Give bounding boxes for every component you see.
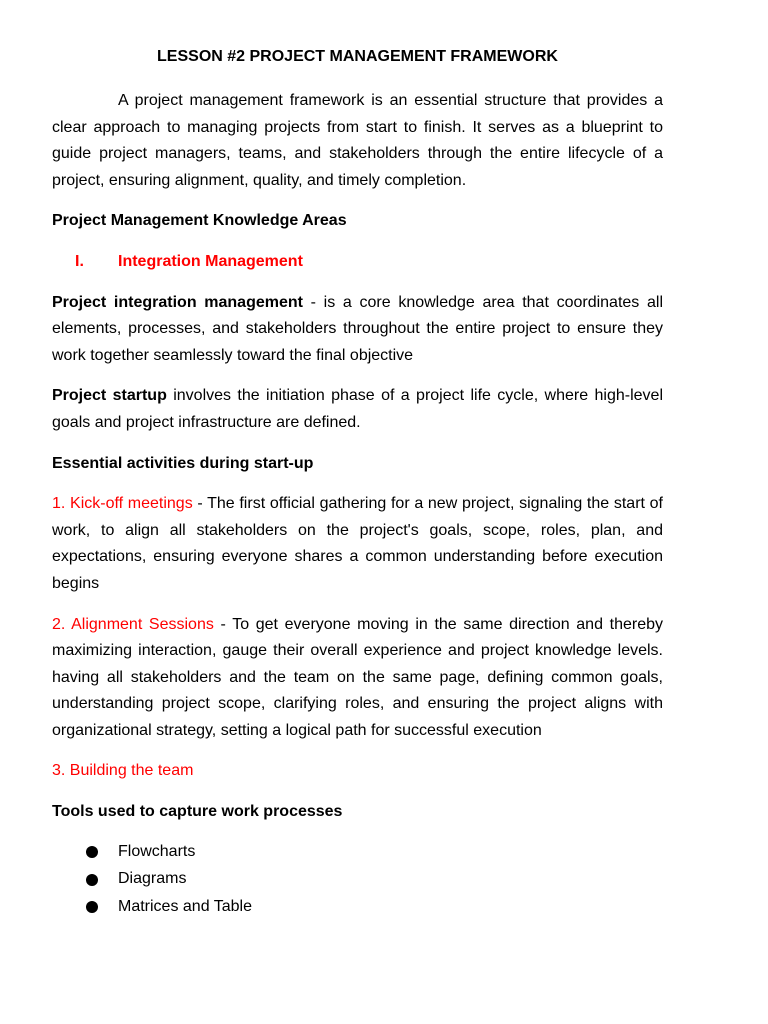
tool-label: Flowcharts: [118, 843, 196, 860]
integration-paragraph: [52, 290, 663, 370]
list-item: [52, 866, 663, 893]
integration-term: Project integration management: [52, 293, 303, 311]
list-item: [52, 839, 663, 866]
startup-term: Project startup: [52, 387, 167, 405]
startup-text: involves the initiation phase of a project life cycle, where high-level goals and project infrastructure are defined.: [52, 387, 663, 431]
knowledge-areas-heading: Project Management Knowledge Areas: [52, 212, 347, 230]
list-item: [52, 893, 663, 920]
section-heading-integration: [52, 249, 663, 276]
section-label: Integration Management: [118, 252, 303, 270]
tools-list: [52, 839, 663, 921]
section-numeral: I.: [75, 252, 84, 270]
activity-item: [52, 612, 663, 745]
tools-heading: Tools used to capture work processes: [52, 803, 343, 821]
bullet-icon: [86, 901, 98, 913]
activity-label: 1. Kick-off meetings: [52, 495, 193, 513]
activity-label: 3. Building the team: [52, 762, 194, 780]
bullet-icon: [86, 846, 98, 858]
tool-label: Diagrams: [118, 870, 187, 888]
activities-heading: Essential activities during start-up: [52, 454, 314, 472]
integration-text: - is a core knowledge area that coordinates all elements, processes, and stakeholders throughout the entire project to ensure they work together seamlessly toward the final objective: [52, 293, 663, 364]
tool-label: Matrices and Table: [118, 897, 252, 915]
activity-item: [52, 758, 663, 785]
activity-text: - The first official gathering for a new project, signaling the start of work, to align all stakeholders on the project's goals, scope, roles, plan, and expectations, ensuring everyone shares a common understanding before execution begins: [52, 495, 664, 592]
activity-text: - To get everyone moving in the same direction and thereby maximizing interaction, gauge their overall experience and project knowledge levels. having all stakeholders and the team on the same page, defining common goals, understanding project scope, clarifying roles, and ensuring the project aligns with organizational strategy, setting a logical path for successful execution: [52, 615, 663, 739]
activity-label: 2. Alignment Sessions: [52, 615, 214, 633]
document-title: LESSON #2 PROJECT MANAGEMENT FRAMEWORK: [157, 48, 558, 65]
intro-paragraph: A project management framework is an essential structure that provides a clear approach to managing projects from start to finish. It serves as a blueprint to guide project managers, teams, and stakeholders through the entire lifecycle of a project, ensuring alignment, quality, and timely completion.: [52, 92, 663, 189]
bullet-icon: [86, 874, 98, 886]
document-page: [52, 46, 663, 921]
startup-paragraph: [52, 383, 663, 436]
activity-item: [52, 491, 663, 597]
